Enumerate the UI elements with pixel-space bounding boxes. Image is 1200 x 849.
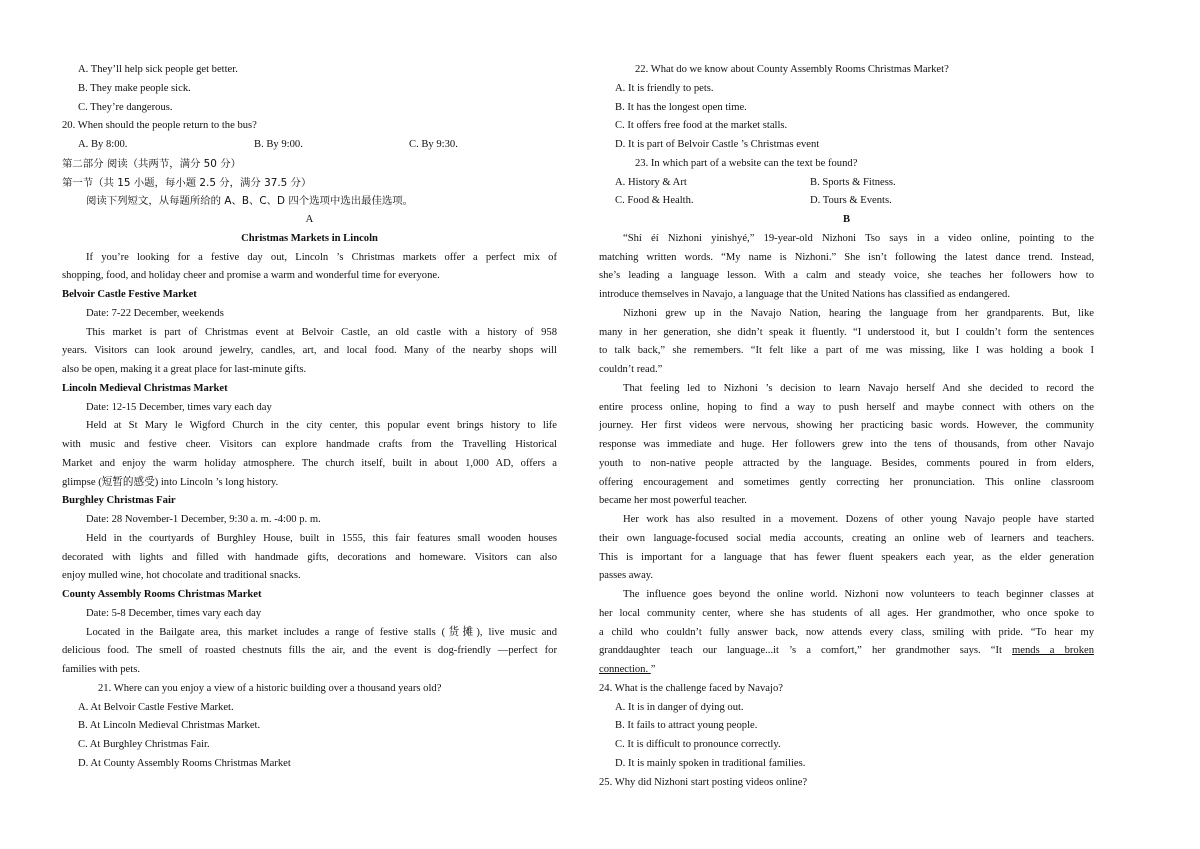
closing-quote: ” [650, 664, 656, 675]
market-name-burghley: Burghley Christmas Fair [62, 495, 176, 507]
passage-b-line: This is important for a language that has fewer fluent speakers each year, as the elder generation [599, 551, 1094, 563]
q23-option-a: A. History & Art [615, 176, 687, 188]
passage-b-line: response was immediate and huge. Her followers grew into the tens of thousands, from other Navajo [599, 439, 1094, 450]
intro-line-2: shopping, food, and holiday cheer and promise a warm and wonderful time for everyone. [62, 270, 440, 282]
passage-b-line: entire process online, hoping to find a way to push herself and maybe connect with others on the [599, 401, 1094, 413]
right-column [599, 61, 1094, 792]
passage-b-line: introduce themselves in Navajo, a language that the United Nations has classified as endangered. [599, 289, 1010, 300]
market-body-line: families with pets. [62, 664, 140, 675]
market-body-line: decorated with lights and filled with handmade gifts, decorations and homeware. Visitors can also [62, 551, 557, 563]
passage-b-line: became her most powerful teacher. [599, 495, 747, 507]
left-column [62, 61, 557, 774]
passage-b-line: a child who couldn’t fully answer back, now attends every class, smiling with pride. “To hear my [599, 626, 1094, 638]
market-body-line: glimpse (短暂的感受) into Lincoln ’s long history. [62, 476, 279, 488]
q20-options [62, 136, 557, 155]
q24-stem: 24. What is the challenge faced by Navajo? [599, 682, 783, 694]
q22-stem: 22. What do we know about County Assembly Rooms Christmas Market? [635, 64, 949, 75]
passage-b-line: her local community center, where she has students of all ages. Her grandmother, who once spoke to [599, 607, 1094, 619]
passage-a-title: Christmas Markets in Lincoln [241, 232, 378, 244]
market-date-burghley: Date: 28 November-1 December, 9:30 a. m. -4:00 p. m. [86, 514, 321, 525]
q24-option-d: D. It is mainly spoken in traditional families. [615, 757, 806, 769]
q20-option-a: A. By 8:00. [78, 139, 128, 150]
market-body-line: Market and enjoy the warm holiday atmosphere. The church itself, built in about 1,000 AD, offers a [62, 457, 557, 469]
q23-stem: 23. In which part of a website can the text be found? [635, 157, 858, 169]
passage-b-letter: B [842, 214, 851, 225]
market-body-line: Located in the Bailgate area, this market includes a range of festive stalls (货摊), live music and [86, 626, 557, 638]
section1-title: 第一节（共 15 小题，每小题 2.5 分，满分 37.5 分） [62, 176, 312, 189]
q22-option-a: A. It is friendly to pets. [615, 82, 714, 94]
q20-stem: 20. When should the people return to the bus? [62, 120, 257, 132]
market-date-county-assembly: Date: 5-8 December, times vary each day [86, 607, 262, 619]
q24-option-c: C. It is difficult to pronounce correctly. [615, 739, 781, 750]
q24-option-a: A. It is in danger of dying out. [615, 701, 744, 713]
passage-b-line: she’s leading a language lesson. With a calm and steady voice, she teaches her followers how to [599, 270, 1094, 282]
passage-b-line: to talk back,” she remembers. “It felt like a part of me was missing, like I was holding a book I [599, 345, 1094, 357]
passage-b-line: many in her generation, she didn’t speak it fluently. “I understood it, but I couldn’t form the sentences [599, 326, 1094, 338]
underlined-phrase-continued: connection. [599, 664, 651, 675]
market-body-line: delicious food. The smell of roasted chestnuts fills the air, and the event is dog-friendly —perfect for [62, 645, 557, 657]
market-body-line: also be open, making it a great place for last-minute gifts. [62, 364, 307, 375]
passage-b-line: Nizhoni grew up in the Navajo Nation, hearing the language from her grandparents. But, like [623, 307, 1094, 319]
q19-option-b: B. They make people sick. [78, 82, 191, 94]
passage-b-line: “Shí éí Nizhoni yinishyé,” 19-year-old Nizhoni Tso says in a video online, pointing to the [623, 232, 1094, 244]
passage-b-line: offering encouragement and sometimes gently correcting her pronunciation. This online classroom [599, 476, 1094, 488]
q23-options-row-2 [599, 192, 1094, 211]
market-date-belvoir: Date: 7-22 December, weekends [86, 307, 224, 319]
market-name-belvoir: Belvoir Castle Festive Market [62, 289, 197, 300]
passage-b-line: couldn’t read.” [599, 364, 663, 375]
q19-option-c: C. They’re dangerous. [78, 101, 173, 113]
passage-b-line-text: granddaughter teach our language...it ’s a comfort,” her grandmother says. “It [599, 645, 1002, 657]
q21-option-d: D. At County Assembly Rooms Christmas Market [78, 757, 291, 769]
passage-b-line: youth to non-native people attracted by the language. Besides, comments poured in from elders, [599, 457, 1094, 469]
market-body-line: Held at St Mary le Wigford Church in the city center, this popular event brings history to life [86, 420, 557, 432]
q19-option-a: A. They’ll help sick people get better. [78, 64, 238, 75]
passage-b-line: The influence goes beyond the online world. Nizhoni now volunteers to teach beginner classes at [623, 589, 1094, 600]
q22-option-d: D. It is part of Belvoir Castle ’s Christmas event [615, 139, 820, 150]
market-body-line: This market is part of Christmas event at Belvoir Castle, an old castle with a history of 958 [86, 326, 557, 338]
passage-a-letter: A [305, 214, 314, 225]
q22-option-b: B. It has the longest open time. [615, 101, 747, 113]
passage-b-line: Her work has also resulted in a movement. Dozens of other young Navajo people have started [623, 514, 1094, 525]
q21-option-b: B. At Lincoln Medieval Christmas Market. [78, 720, 261, 732]
passage-b-line-with-underline [599, 642, 1094, 661]
passage-b-line: their own language-focused social media accounts, creating an online web of learners and teachers. [599, 532, 1094, 544]
market-body-line: enjoy mulled wine, hot chocolate and traditional snacks. [62, 570, 301, 582]
q23-option-b: B. Sports & Fitness. [810, 176, 896, 188]
market-body-line: Held in the courtyards of Burghley House, built in 1555, this fair features small wooden houses [86, 532, 557, 544]
passage-b-line: passes away. [599, 570, 654, 582]
q20-option-b: B. By 9:00. [254, 139, 303, 150]
reading-instruction: 阅读下列短文，从每题所给的 A、B、C、D 四个选项中选出最佳选项。 [86, 195, 414, 208]
passage-b-last-line [599, 661, 1094, 680]
q23-option-c: C. Food & Health. [615, 195, 694, 207]
q23-option-d: D. Tours & Events. [810, 195, 892, 207]
part2-title: 第二部分 阅读（共两节，满分 50 分） [62, 157, 241, 170]
q23-options-row-1 [599, 174, 1094, 193]
market-name-lincoln-medieval: Lincoln Medieval Christmas Market [62, 382, 228, 394]
q21-option-a: A. At Belvoir Castle Festive Market. [78, 701, 234, 713]
market-name-county-assembly: County Assembly Rooms Christmas Market [62, 589, 262, 600]
market-date-lincoln-medieval: Date: 12-15 December, times vary each day [86, 401, 272, 413]
underlined-phrase: mends a broken [1012, 645, 1094, 657]
q21-stem: 21. Where can you enjoy a view of a historic building over a thousand years old? [98, 682, 442, 694]
passage-b-line: That feeling led to Nizhoni ’s decision to learn Navajo herself And she decided to record the [623, 382, 1094, 394]
q21-option-c: C. At Burghley Christmas Fair. [78, 739, 210, 750]
intro-line-1: If you’re looking for a festive day out, Lincoln ’s Christmas markets offer a perfect mix of [86, 251, 557, 263]
q24-option-b: B. It fails to attract young people. [615, 720, 758, 732]
q20-option-c: C. By 9:30. [409, 139, 458, 150]
q22-option-c: C. It offers free food at the market stalls. [615, 120, 788, 132]
passage-b-line: journey. Her first videos were nervous, showing her practicing basic words. However, the community [599, 420, 1094, 432]
market-body-line: years. Visitors can look around jewelry, candles, art, and local food. Many of the nearby shops will [62, 345, 557, 357]
market-body-line: with music and festive cheer. Visitors can explore handmade crafts from the Travelling Historical [62, 439, 557, 450]
passage-b-line: matching written words. “My name is Nizhoni.” She isn’t following the latest dance trend. Instead, [599, 251, 1094, 263]
q25-stem: 25. Why did Nizhoni start posting videos online? [599, 776, 808, 788]
